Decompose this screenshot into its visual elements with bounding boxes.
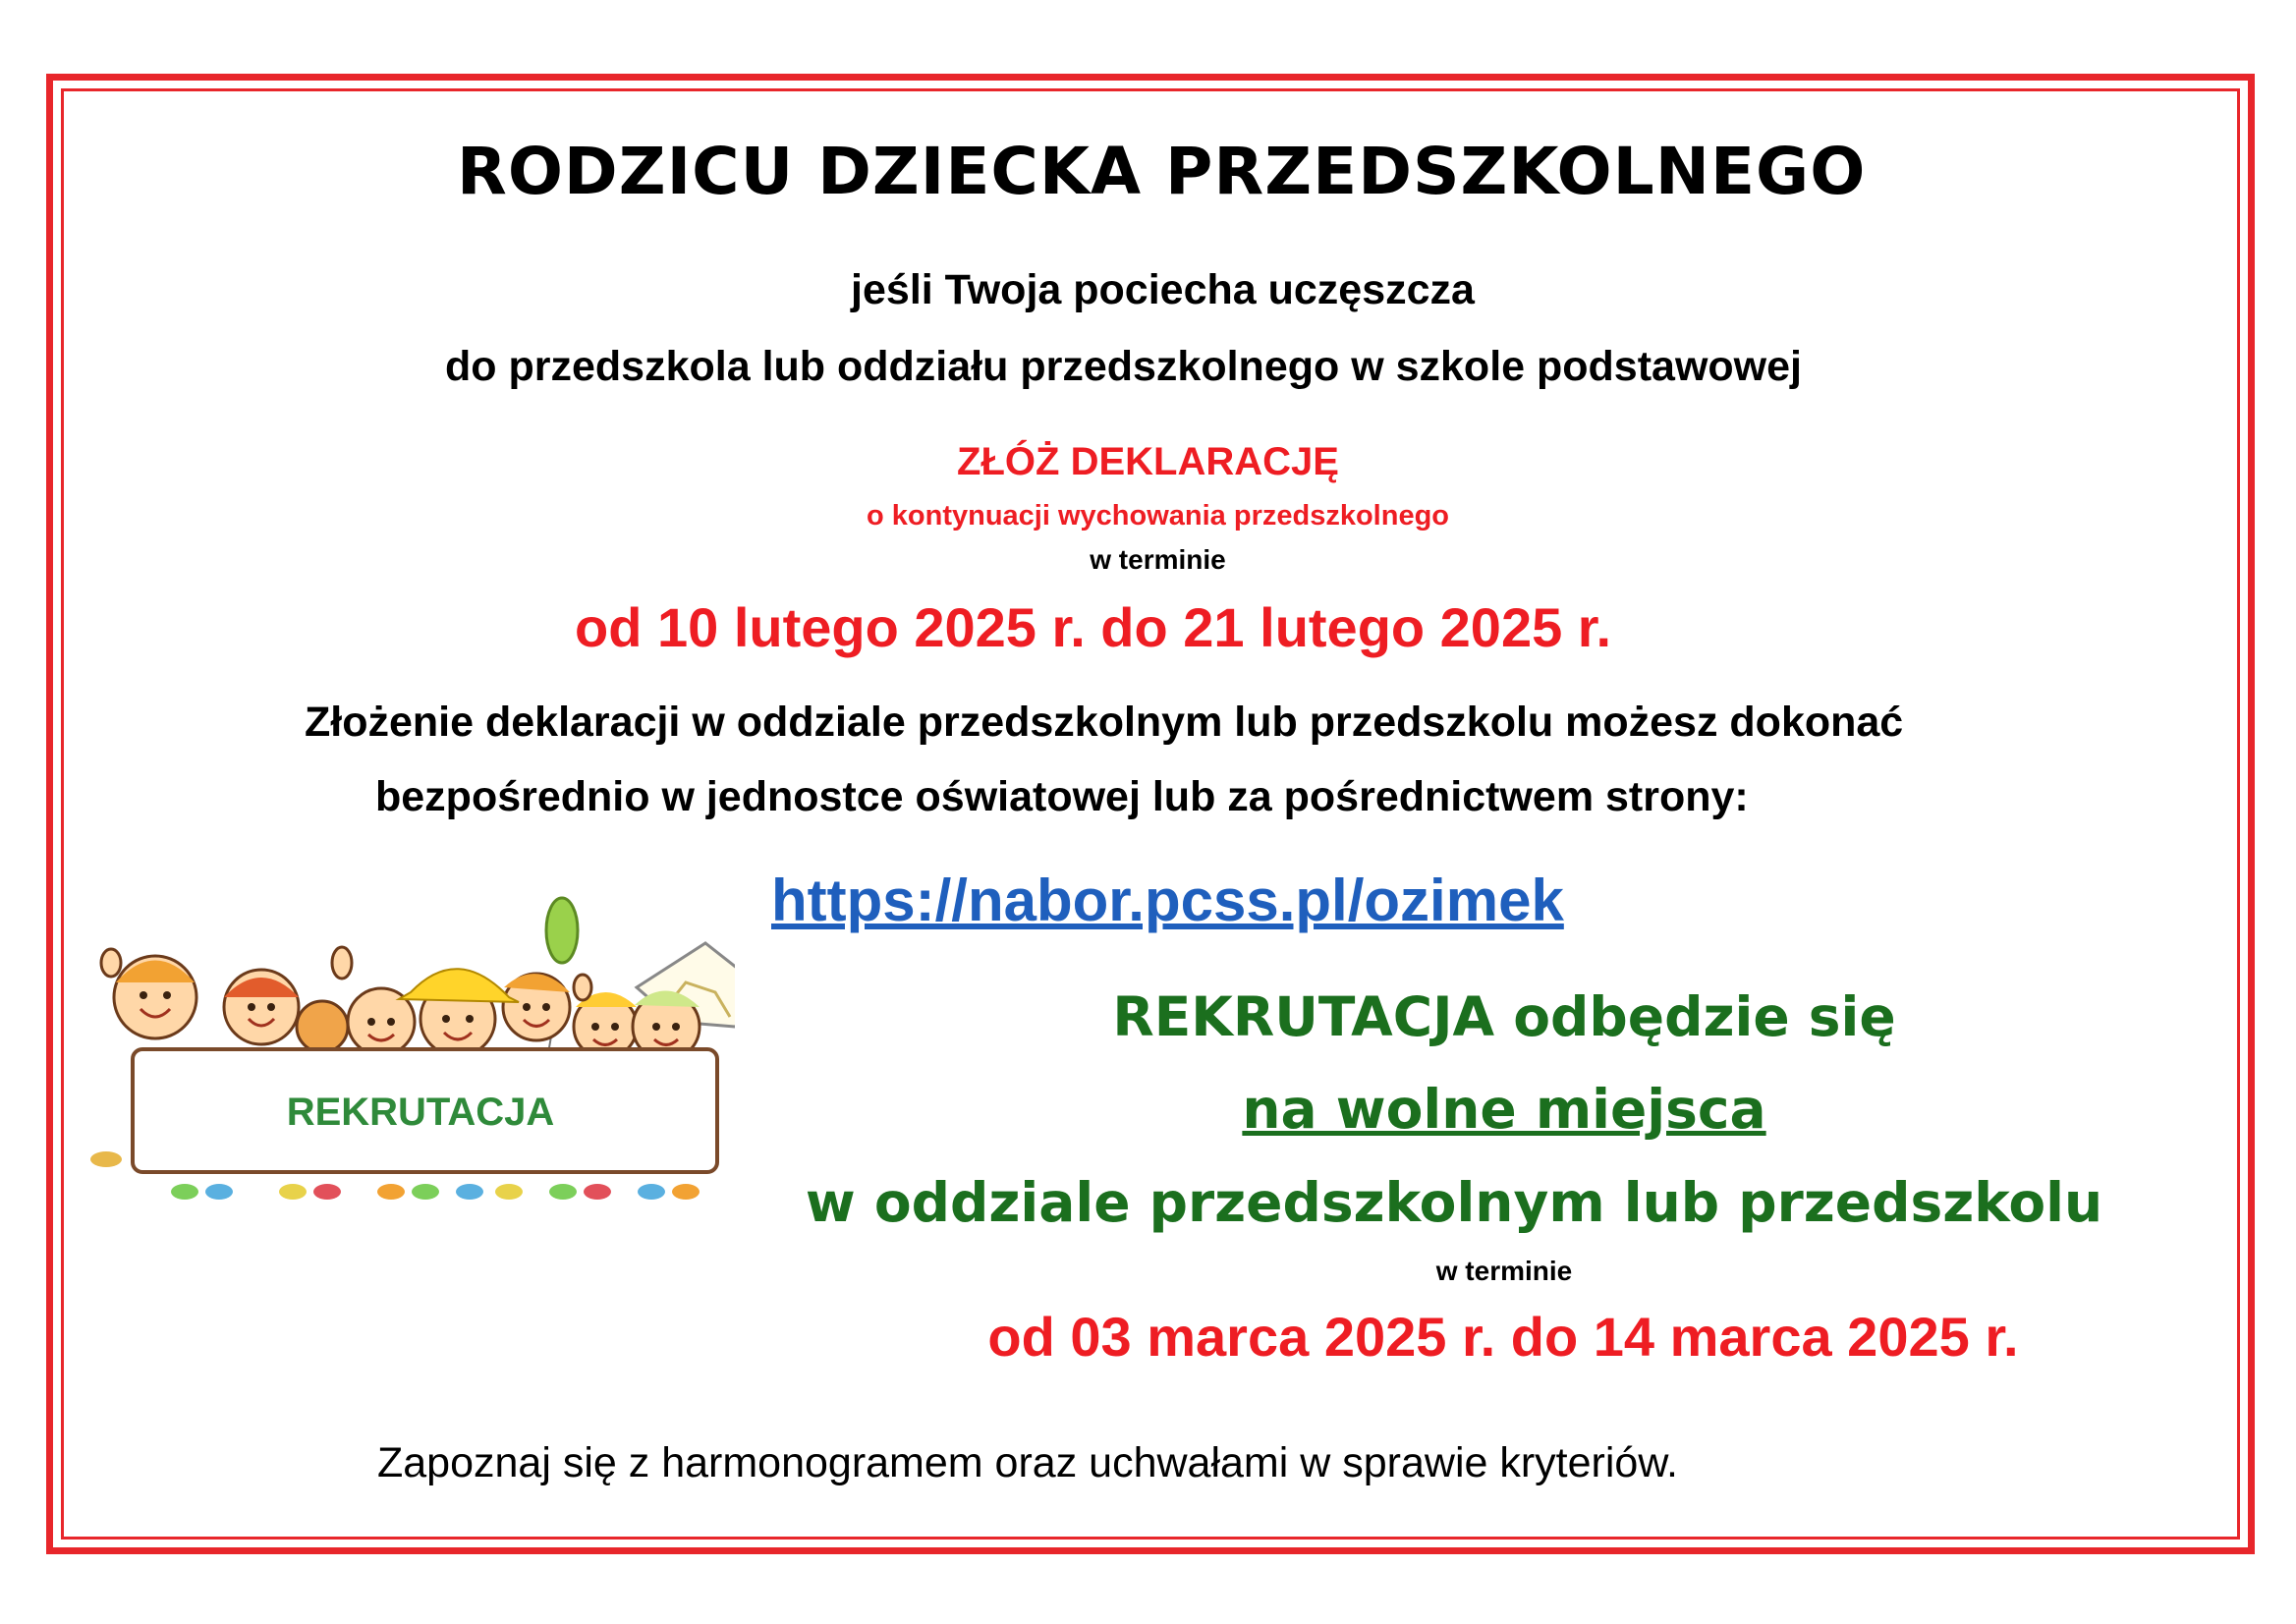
- recruitment-line-2: na wolne miejsca: [1242, 1078, 1766, 1141]
- banner-text: REKRUTACJA: [286, 1091, 555, 1134]
- declaration-subheading: o kontynuacji wychowania przedszkolnego: [867, 500, 1449, 532]
- children-recruitment-illustration: [86, 889, 735, 1213]
- balloon-icon: [546, 898, 578, 963]
- intro-line-2: do przedszkola lub oddziału przedszkolnego w szkole podstawowej: [445, 343, 1802, 390]
- recruitment-dates: od 03 marca 2025 r. do 14 marca 2025 r.: [987, 1306, 2019, 1368]
- submission-line-1: Złożenie deklaracji w oddziale przedszkolnym lub przedszkolu możesz dokonać: [305, 699, 1904, 746]
- declaration-heading: ZŁÓŻ DEKLARACJĘ: [957, 440, 1339, 483]
- page-title: RODZICU DZIECKA PRZEDSZKOLNEGO: [457, 134, 1867, 209]
- declaration-dates: od 10 lutego 2025 r. do 21 lutego 2025 r.: [575, 596, 1612, 658]
- recruitment-term-label: w terminie: [1435, 1256, 1573, 1286]
- intro-line-1: jeśli Twoja pociecha uczęszcza: [851, 266, 1475, 313]
- footer-note: Zapoznaj się z harmonogramem oraz uchwałami w sprawie kryteriów.: [377, 1439, 1678, 1486]
- recruitment-line-3: w oddziale przedszkolnym lub przedszkolu: [805, 1171, 2103, 1234]
- submission-line-2: bezpośrednio w jednostce oświatowej lub za pośrednictwem strony:: [375, 773, 1749, 820]
- recruitment-line-1: REKRUTACJA odbędzie się: [1112, 985, 1896, 1048]
- declaration-term-label: w terminie: [1090, 544, 1226, 575]
- recruitment-website-link[interactable]: https://nabor.pcss.pl/ozimek: [771, 868, 1564, 933]
